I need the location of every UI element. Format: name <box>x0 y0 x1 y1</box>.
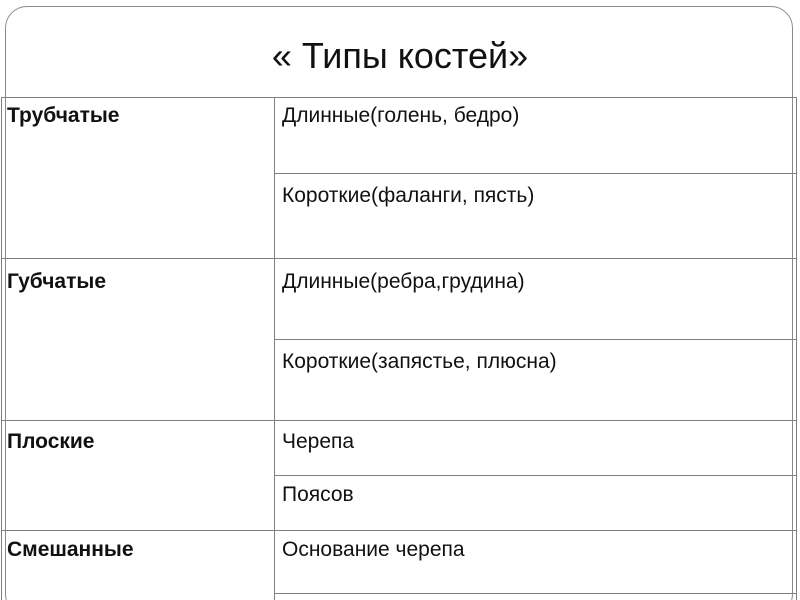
table-line <box>274 475 796 476</box>
bone-subtype-cell: Поясов <box>282 483 354 506</box>
slide-title: « Типы костей» <box>271 35 529 76</box>
bone-type-cell: Смешанные <box>7 538 134 561</box>
title-frame <box>5 6 793 600</box>
bone-subtype-cell: Длинные(ребра,грудина) <box>282 270 525 293</box>
table-line <box>1 530 796 531</box>
table-line <box>1 258 796 259</box>
table-line <box>274 593 796 594</box>
bone-subtype-cell: Черепа <box>282 430 355 453</box>
bone-subtype-cell: Короткие(запястье, плюсна) <box>282 350 557 373</box>
bone-subtype-cell: Основание черепа <box>282 538 465 561</box>
table-line-left <box>1 97 2 600</box>
bone-subtype-cell: Длинные(голень, бедро) <box>282 104 520 127</box>
bone-type-cell: Трубчатые <box>7 104 120 127</box>
bone-subtype-cell: Короткие(фаланги, пясть) <box>282 184 535 207</box>
table-line <box>1 420 796 421</box>
bone-type-cell: Губчатые <box>7 270 107 293</box>
table-line-right <box>796 97 797 600</box>
table-line-middle <box>274 97 275 600</box>
table-line <box>274 173 796 174</box>
bone-type-cell: Плоские <box>7 430 95 453</box>
table-line <box>274 339 796 340</box>
table-line-top <box>1 97 796 98</box>
